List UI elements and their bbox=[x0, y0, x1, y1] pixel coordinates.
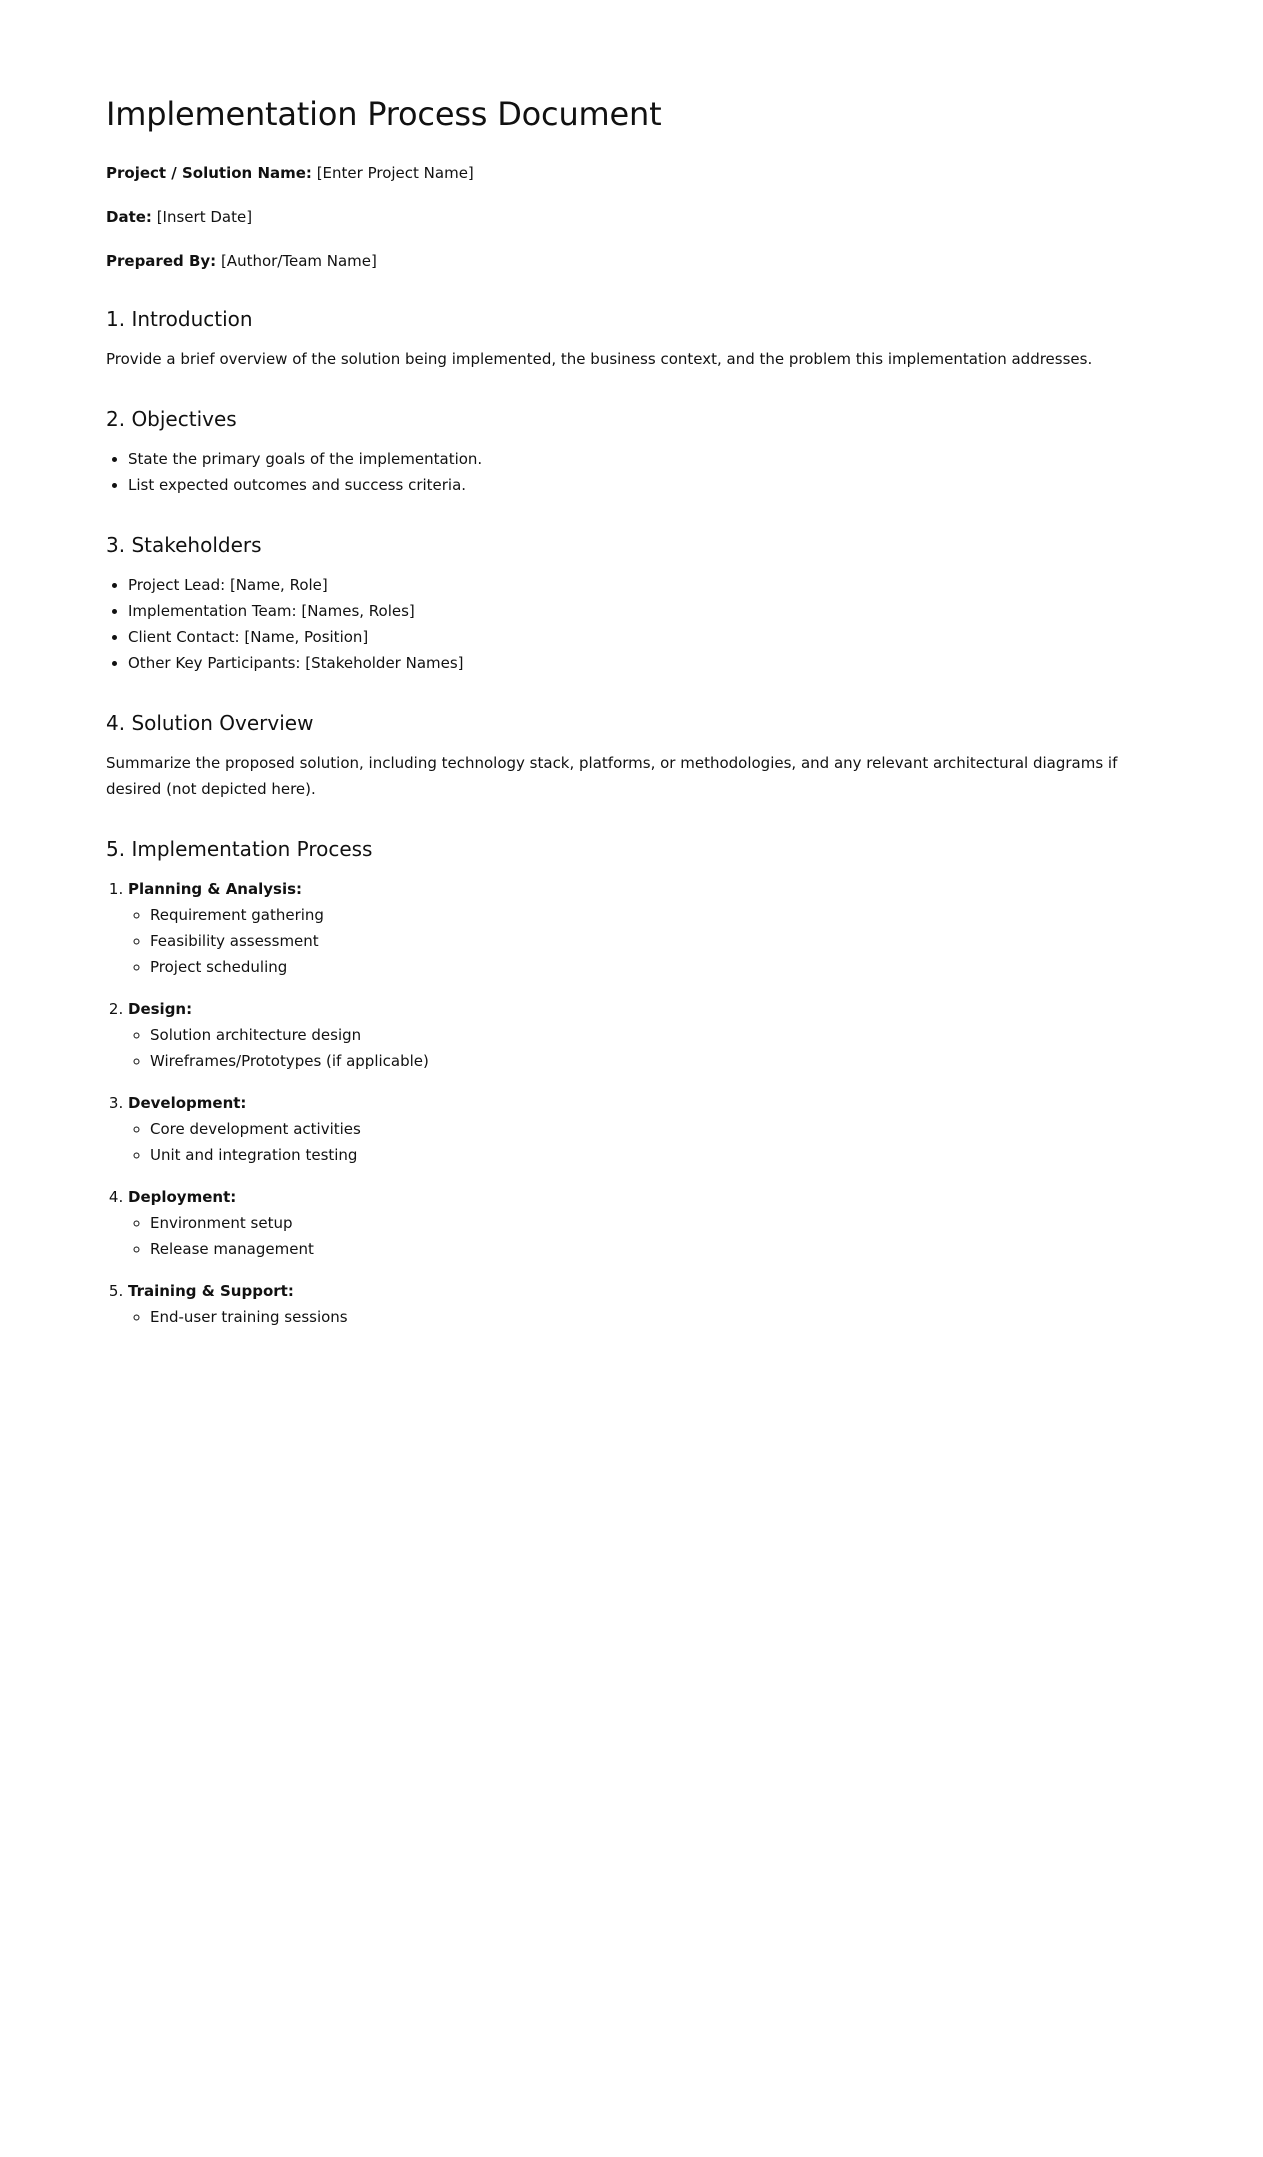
step-title: Development: bbox=[128, 1094, 247, 1113]
subtask-item: ◦ End-user training sessions bbox=[150, 1304, 1166, 1330]
date-line bbox=[106, 207, 1166, 228]
step-subtasks bbox=[128, 902, 1166, 980]
stakeholder-item: • Other Key Participants: [Stakeholder Names] bbox=[128, 650, 1166, 676]
process-steps-list bbox=[106, 876, 1166, 1330]
step-subtasks bbox=[128, 1022, 1166, 1074]
date-label: Date: bbox=[106, 208, 152, 227]
section-heading-solution-overview: 4. Solution Overview bbox=[106, 711, 314, 736]
document-title: Implementation Process Document bbox=[106, 95, 662, 133]
step-subtasks bbox=[128, 1116, 1166, 1168]
stakeholder-item: • Project Lead: [Name, Role] bbox=[128, 572, 1166, 598]
objectives-list bbox=[106, 446, 1166, 498]
introduction-text: Provide a brief overview of the solution being implemented, the business context, and the problem this implementation addresses. bbox=[106, 350, 1093, 369]
section-heading-implementation-process: 5. Implementation Process bbox=[106, 837, 373, 862]
date-value: [Insert Date] bbox=[156, 208, 253, 227]
section-heading-objectives: 2. Objectives bbox=[106, 407, 237, 432]
project-name-value: [Enter Project Name] bbox=[316, 164, 474, 183]
section-heading-stakeholders: 3. Stakeholders bbox=[106, 533, 262, 558]
step-title: Planning & Analysis: bbox=[128, 880, 303, 899]
subtask-item: ◦ Project scheduling bbox=[150, 954, 1166, 980]
project-name-line bbox=[106, 163, 1166, 184]
subtask-item: ◦ Core development activities bbox=[150, 1116, 1166, 1142]
prepared-by-value: [Author/Team Name] bbox=[220, 252, 377, 271]
subtask-item: ◦ Feasibility assessment bbox=[150, 928, 1166, 954]
step-subtasks bbox=[128, 1304, 1166, 1330]
objective-item: • List expected outcomes and success criteria. bbox=[128, 472, 1166, 498]
prepared-by-label: Prepared By: bbox=[106, 252, 217, 271]
subtask-item: ◦ Environment setup bbox=[150, 1210, 1166, 1236]
prepared-by-line bbox=[106, 251, 1166, 272]
step-subtasks bbox=[128, 1210, 1166, 1262]
stakeholder-item: • Implementation Team: [Names, Roles] bbox=[128, 598, 1166, 624]
step-title: Training & Support: bbox=[128, 1282, 294, 1301]
process-step bbox=[128, 876, 1166, 980]
process-step bbox=[128, 1090, 1166, 1168]
step-title: Design: bbox=[128, 1000, 193, 1019]
process-step bbox=[128, 996, 1166, 1074]
section-heading-introduction: 1. Introduction bbox=[106, 307, 253, 332]
subtask-item: ◦ Wireframes/Prototypes (if applicable) bbox=[150, 1048, 1166, 1074]
step-title: Deployment: bbox=[128, 1188, 237, 1207]
process-step bbox=[128, 1184, 1166, 1262]
process-step bbox=[128, 1278, 1166, 1330]
subtask-item: ◦ Unit and integration testing bbox=[150, 1142, 1166, 1168]
project-name-label: Project / Solution Name: bbox=[106, 164, 312, 183]
stakeholders-list bbox=[106, 572, 1166, 676]
stakeholder-item: • Client Contact: [Name, Position] bbox=[128, 624, 1166, 650]
subtask-item: ◦ Solution architecture design bbox=[150, 1022, 1166, 1048]
subtask-item: ◦ Release management bbox=[150, 1236, 1166, 1262]
solution-overview-text: Summarize the proposed solution, including technology stack, platforms, or methodologies, and any relevant architectural diagrams if desired (not depicted here). bbox=[106, 754, 1118, 799]
subtask-item: ◦ Requirement gathering bbox=[150, 902, 1166, 928]
objective-item: • State the primary goals of the implementation. bbox=[128, 446, 1166, 472]
